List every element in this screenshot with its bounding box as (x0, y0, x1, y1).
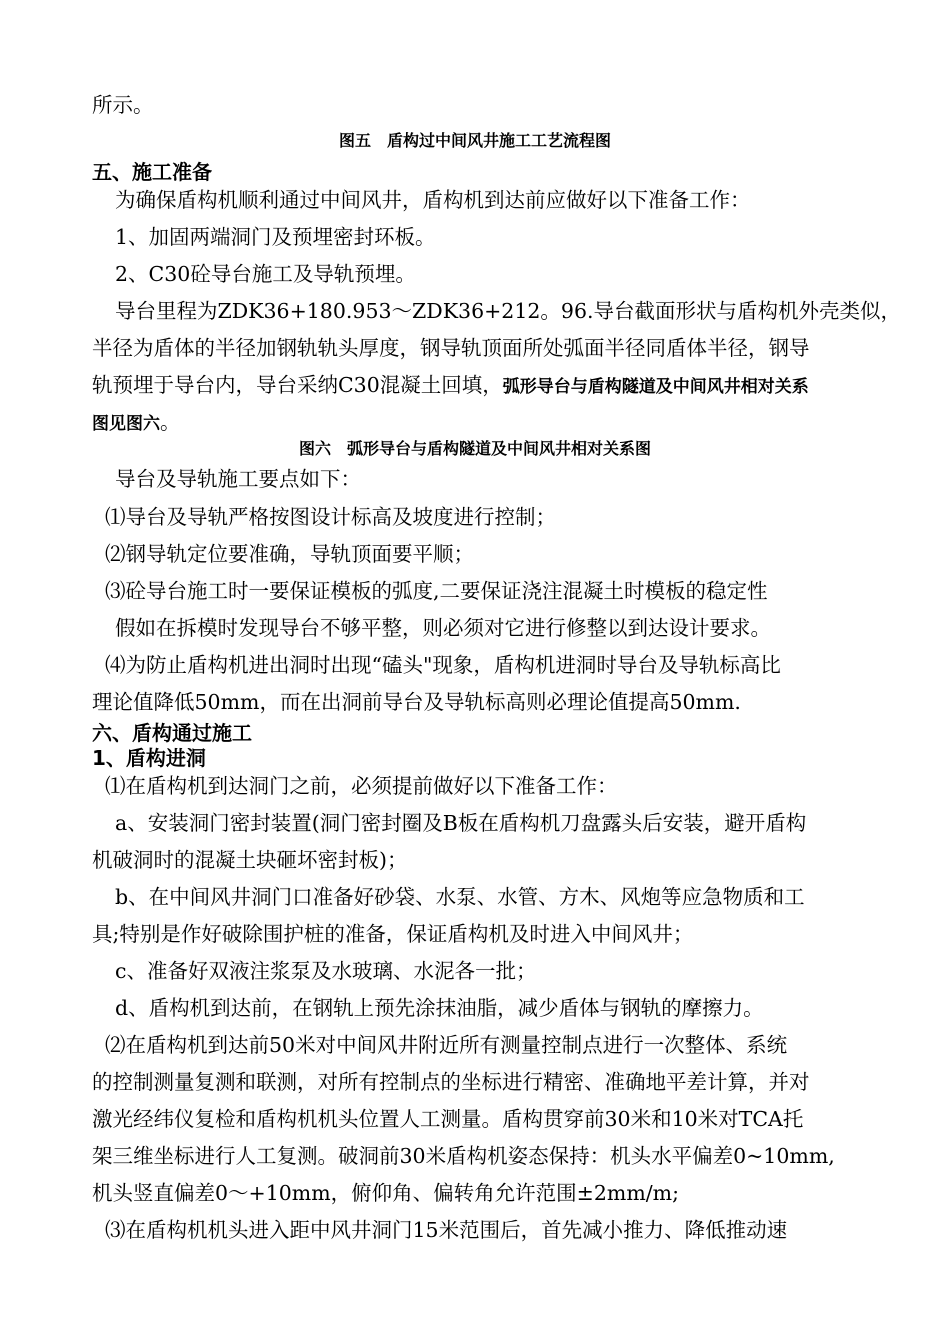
paragraph-line: 机头竖直偏差0～+10mm，俯仰角、偏转角允许范围±2mm/m; (92, 1181, 680, 1205)
list-item-1: 1、加固两端洞门及预埋密封环板。 (115, 225, 436, 249)
paragraph-line: 的控制测量复测和联测，对所有控制点的坐标进行精密、准确地平差计算，并对 (92, 1070, 810, 1094)
paragraph-line: 理论值降低50mm，而在出洞前导台及导轨标高则必理论值提高50mm. (92, 690, 741, 714)
paragraph-line: 导台及导轨施工要点如下： (115, 467, 361, 491)
paragraph-line (92, 372, 809, 400)
paragraph-line: 机破洞时的混凝土块砸坏密封板)； (92, 848, 408, 872)
list-item: b、在中间风井洞门口准备好砂袋、水泵、水管、方木、风炮等应急物质和工 (115, 885, 805, 909)
list-item: ⑷为防止盾构机进出洞时出现“磕头"现象，盾构机进洞时导台及导轨标高比 (105, 653, 781, 677)
paragraph-line: 激光经纬仪复检和盾构机机头位置人工测量。盾构贯穿前30米和10米对TCA托 (92, 1107, 804, 1131)
paragraph-line: 具;特别是作好破除围护桩的准备，保证盾构机及时进入中间风井； (92, 922, 694, 946)
list-item: d、盾构机到达前，在钢轨上预先涂抹油脂，减少盾体与钢轨的摩擦力。 (115, 996, 764, 1020)
figure-caption-6: 图六 弧形导台与盾构隧道及中间风井相对关系图 (298, 439, 651, 458)
list-item: ⑶在盾构机机头进入距中风井洞门15米范围后，首先减小推力、降低推动速 (105, 1218, 788, 1242)
list-item: ⑵钢导轨定位要准确，导轨顶面要平顺； (105, 542, 474, 566)
list-item: ⑶砼导台施工时一要保证模板的弧度,二要保证浇注混凝土时模板的稳定性 (105, 579, 768, 603)
paragraph-line: 架三维坐标进行人工复测。破洞前30米盾构机姿态保持：机头水平偏差0~10mm, (92, 1144, 835, 1168)
bold-reference-text: 弧形导台与盾构隧道及中间风井相对关系 (502, 377, 809, 397)
list-item: ⑴导台及导轨严格按图设计标高及坡度进行控制； (105, 505, 556, 529)
section-heading-6: 六、盾构通过施工 (92, 721, 252, 745)
list-item: a、安装洞门密封装置(洞门密封圈及B板在盾构机刀盘露头后安装，避开盾构 (115, 811, 807, 835)
list-item: ⑵在盾构机到达前50米对中间风井附近所有测量控制点进行一次整体、系统 (105, 1033, 788, 1057)
paragraph-line (92, 409, 181, 437)
paragraph-line: 所示。 (92, 93, 154, 117)
figure-caption-5: 图五 盾构过中间风井施工工艺流程图 (338, 131, 611, 150)
list-item: c、准备好双液注浆泵及水玻璃、水泥各一批； (115, 959, 537, 983)
list-item: ⑴在盾构机到达洞门之前，必须提前做好以下准备工作： (105, 774, 618, 798)
subsection-heading: 1、盾构进洞 (92, 746, 206, 770)
section-heading-5: 五、施工准备 (92, 160, 212, 184)
paragraph-line: 导台里程为ZDK36+180.953～ZDK36+212。96.导台截面形状与盾构机外壳类似， (115, 299, 902, 323)
paragraph-text: 轨预埋于导台内，导台采纳C30混凝土回填， (92, 373, 503, 397)
paragraph-line: 半径为盾体的半径加钢轨轨头厚度，钢导轨顶面所处弧面半径同盾体半径，钢导 (92, 336, 810, 360)
list-item-2: 2、C30砼导台施工及导轨预埋。 (115, 262, 416, 286)
paragraph-line: 假如在拆模时发现导台不够平整，则必须对它进行修整以到达设计要求。 (115, 616, 771, 640)
paragraph-text: 。 (160, 410, 181, 434)
bold-reference-text: 图见图六 (92, 414, 160, 434)
paragraph-line: 为确保盾构机顺利通过中间风井，盾构机到达前应做好以下准备工作： (115, 188, 751, 212)
